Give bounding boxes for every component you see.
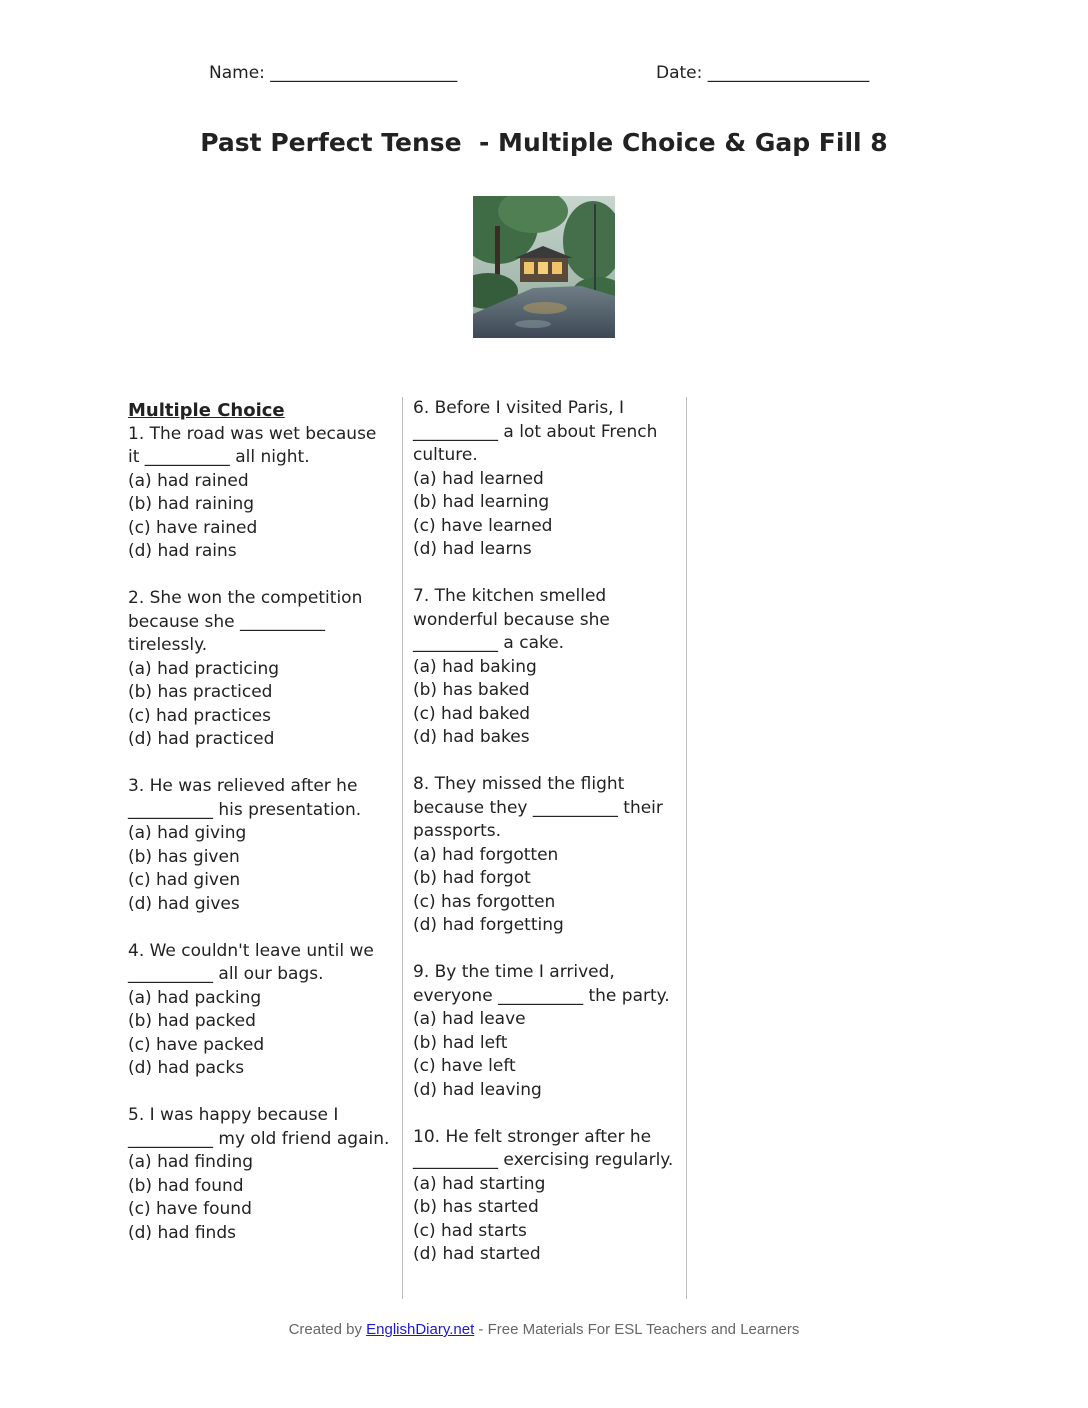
option-d[interactable]: (d) had practiced (128, 729, 275, 749)
question-3 (128, 775, 393, 916)
option-b[interactable]: (b) had left (413, 1032, 508, 1053)
question-7 (413, 585, 683, 750)
option-c[interactable]: (c) have rained (128, 517, 258, 538)
option-c[interactable]: (c) had practices (128, 705, 271, 726)
option-d[interactable]: (d) had gives (128, 893, 240, 914)
option-a[interactable]: (a) had packing (128, 987, 262, 1008)
option-a[interactable]: (a) had baking (413, 656, 537, 677)
option-c[interactable]: (c) have learned (413, 515, 553, 536)
worksheet-title: Past Perfect Tense - Multiple Choice & Gap Fill 8 (200, 128, 888, 157)
option-a[interactable]: (a) had forgotten (413, 844, 559, 865)
question-text: 6. Before I visited Paris, I __________ a lot about French culture. (413, 398, 658, 465)
column-right (413, 397, 683, 1290)
englishdiary-link[interactable]: EnglishDiary.net (366, 1321, 475, 1338)
option-c[interactable]: (c) had baked (413, 703, 531, 724)
option-a[interactable]: (a) had giving (128, 823, 247, 843)
option-d[interactable]: (d) had bakes (413, 727, 530, 747)
option-b[interactable]: (b) has started (413, 1197, 539, 1217)
rainy-street-house-illustration (473, 196, 615, 338)
question-6 (413, 397, 683, 562)
option-b[interactable]: (b) had packed (128, 1011, 256, 1031)
question-text: 10. He felt stronger after he __________ exercising regularly. (413, 1126, 674, 1170)
question-text: 2. She won the competition because she __________ tirelessly. (128, 588, 363, 655)
option-a[interactable]: (a) had rained (128, 470, 249, 491)
option-c[interactable]: (c) had given (128, 870, 241, 890)
option-b[interactable]: (b) has practiced (128, 682, 273, 702)
option-d[interactable]: (d) had forgetting (413, 915, 564, 935)
option-d[interactable]: (d) had started (413, 1244, 541, 1264)
footer-prefix: Created by (288, 1321, 367, 1338)
option-a[interactable]: (a) had practicing (128, 658, 280, 679)
option-b[interactable]: (b) has baked (413, 680, 530, 700)
date-field[interactable]: Date: ___________________ (656, 63, 870, 83)
option-d[interactable]: (d) had rains (128, 541, 237, 561)
option-c[interactable]: (c) had starts (413, 1220, 527, 1241)
option-d[interactable]: (d) had learns (413, 539, 532, 559)
question-text: 5. I was happy because I __________ my old friend again. (128, 1105, 390, 1149)
section-heading: Multiple Choice (128, 400, 285, 421)
option-c[interactable]: (c) have left (413, 1056, 516, 1076)
column-left (128, 397, 393, 1269)
option-a[interactable]: (a) had finding (128, 1152, 254, 1172)
question-text: 1. The road was wet because it __________ all night. (128, 423, 377, 467)
option-a[interactable]: (a) had learned (413, 468, 544, 489)
question-8 (413, 773, 683, 938)
option-d[interactable]: (d) had leaving (413, 1079, 542, 1100)
question-text: 8. They missed the flight because they __________ their passports. (413, 774, 663, 841)
option-c[interactable]: (c) have found (128, 1199, 252, 1219)
question-text: 7. The kitchen smelled wonderful because she __________ a cake. (413, 586, 610, 653)
question-text: 3. He was relieved after he __________ his presentation. (128, 776, 362, 820)
option-c[interactable]: (c) have packed (128, 1034, 265, 1055)
option-b[interactable]: (b) had learning (413, 492, 550, 512)
question-5 (128, 1104, 393, 1245)
question-2 (128, 587, 393, 752)
option-c[interactable]: (c) has forgotten (413, 891, 556, 912)
option-b[interactable]: (b) had raining (128, 494, 255, 514)
column-divider-right (686, 397, 687, 1299)
question-9 (413, 961, 683, 1102)
option-d[interactable]: (d) had finds (128, 1222, 236, 1243)
footer-suffix: - Free Materials For ESL Teachers and Learners (474, 1321, 800, 1338)
footer (0, 1321, 1088, 1338)
option-a[interactable]: (a) had starting (413, 1173, 546, 1194)
question-text: 9. By the time I arrived, everyone __________ the party. (413, 962, 670, 1006)
option-a[interactable]: (a) had leave (413, 1009, 526, 1029)
question-10 (413, 1126, 683, 1267)
column-divider-left (402, 397, 403, 1299)
option-b[interactable]: (b) had forgot (413, 868, 531, 888)
name-field[interactable]: Name: ______________________ (209, 63, 458, 83)
question-1 (128, 423, 393, 564)
question-text: 4. We couldn't leave until we __________ all our bags. (128, 940, 374, 984)
option-d[interactable]: (d) had packs (128, 1058, 245, 1078)
option-b[interactable]: (b) has given (128, 846, 240, 867)
question-4 (128, 940, 393, 1081)
option-b[interactable]: (b) had found (128, 1175, 244, 1196)
